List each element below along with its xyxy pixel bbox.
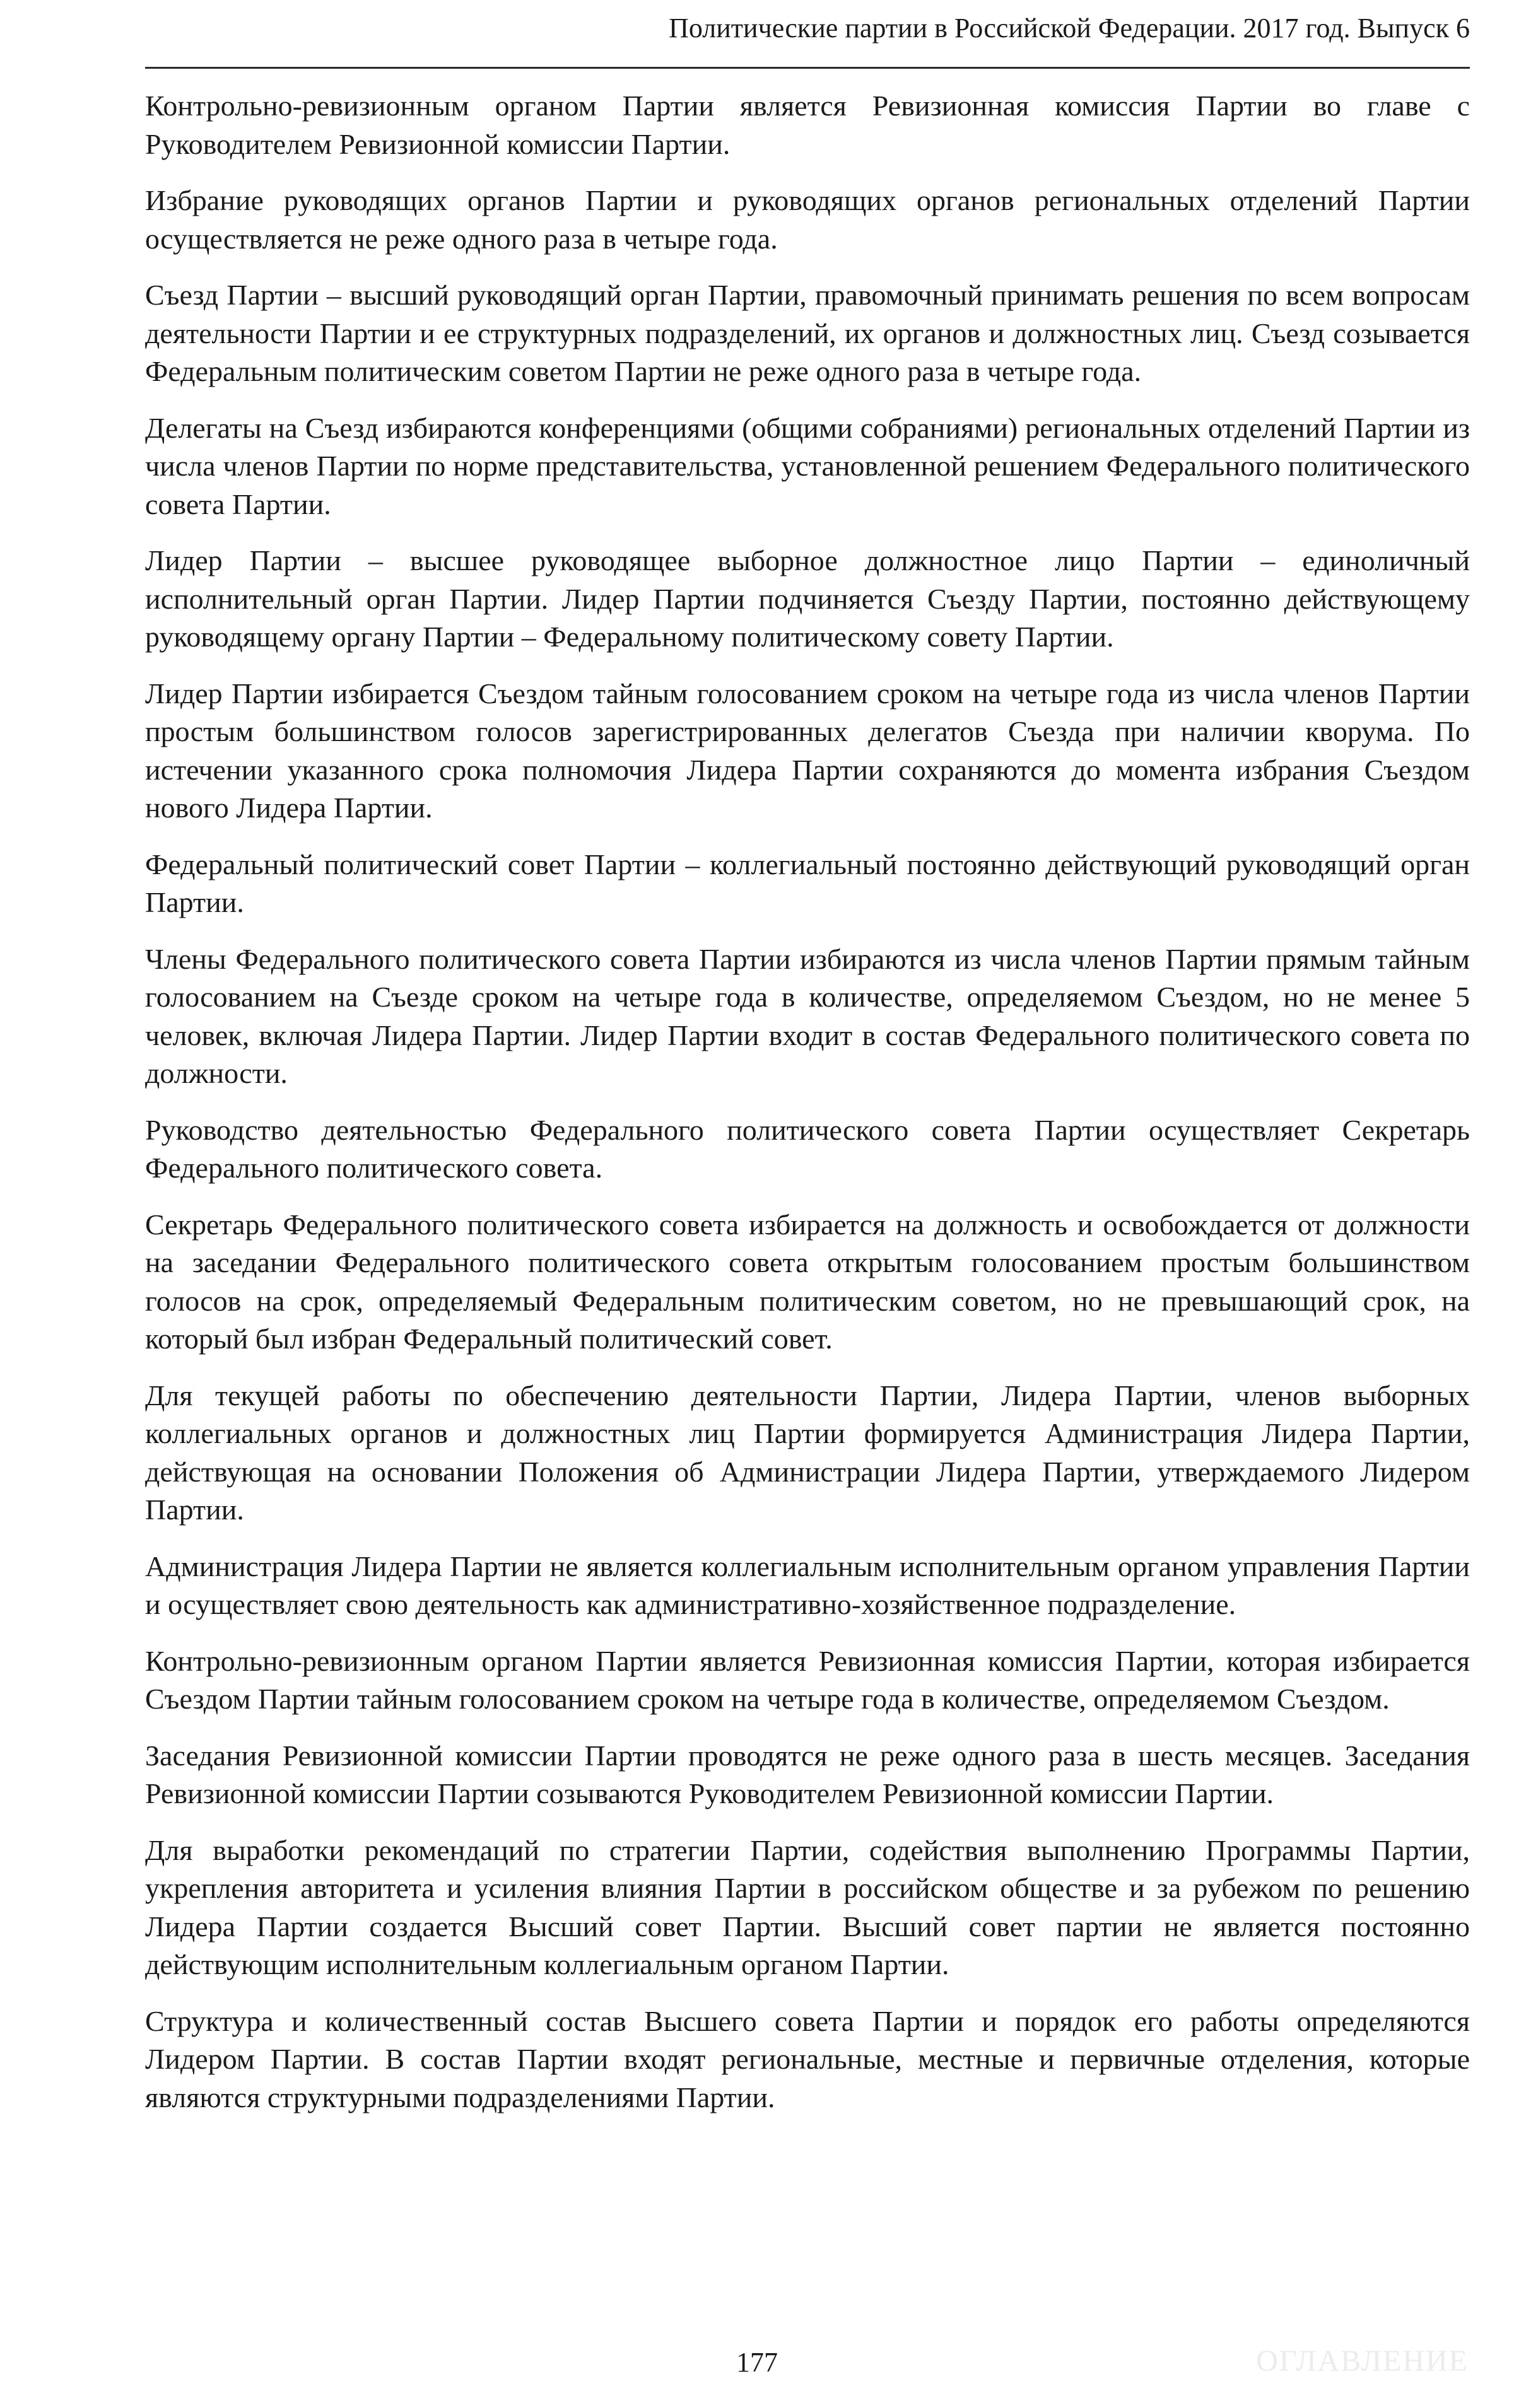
header-rule <box>145 67 1470 69</box>
paragraph: Для выработки рекомендаций по стратегии Партии, содействия выполнению Программы Партии, укрепления авторитета и усиления влияния Партии в российском обществе и за рубежом по решению Лидера Партии создается Высший совет Партии. Высший совет партии не является постоянно действующим исполнительным коллегиальным органом Партии. <box>145 1833 1470 1980</box>
paragraph: Для текущей работы по обеспечению деятельности Партии, Лидера Партии, членов выборных коллегиальных органов и должностных лиц Партии формируется Администрация Лидера Партии, действующая на основании Положения об Администрации Лидера Партии, утверждаемого Лидером Партии. <box>145 1379 1470 1526</box>
body-text <box>145 87 1470 2135</box>
paragraph: Федеральный политический совет Партии – коллегиальный постоянно действующий руководящий орган Партии. <box>145 848 1470 918</box>
paragraph: Секретарь Федерального политического совета избирается на должность и освобождается от должности на заседании Федерального политического совета открытым голосованием простым большинством голосов на срок, определяемый Федеральным политическим советом, но не превышающий срок, на который был избран Федеральный политический совет. <box>145 1208 1470 1355</box>
paragraph: Заседания Ревизионной комиссии Партии проводятся не реже одного раза в шесть месяцев. Заседания Ревизионной комиссии Партии созываются Руководителем Ревизионной комиссии Партии. <box>145 1739 1470 1809</box>
paragraph: Лидер Партии избирается Съездом тайным голосованием сроком на четыре года из числа членов Партии простым большинством голосов зарегистрированных делегатов Съезда при наличии кворума. По истечении указанного срока полномочия Лидера Партии сохраняются до момента избрания Съездом нового Лидера Партии. <box>145 677 1470 824</box>
paragraph: Контрольно-ревизионным органом Партии является Ревизионная комиссия Партии во главе с Руководителем Ревизионной комиссии Партии. <box>145 90 1470 160</box>
paragraph: Съезд Партии – высший руководящий орган Партии, правомочный принимать решения по всем вопросам деятельности Партии и ее структурных подразделений, их органов и должностных лиц. Съезд созывается Федеральным политическим советом Партии не реже одного раза в четыре года. <box>145 279 1470 387</box>
paragraph: Контрольно-ревизионным органом Партии является Ревизионная комиссия Партии, которая избирается Съездом Партии тайным голосованием сроком на четыре года в количестве, определяемом Съездом. <box>145 1644 1470 1715</box>
page-number: 177 <box>736 2347 778 2378</box>
paragraph: Лидер Партии – высшее руководящее выборное должностное лицо Партии – единоличный исполнительный орган Партии. Лидер Партии подчиняется Съезду Партии, постоянно действующему руководящему органу Партии – Федеральному политическому совету Партии. <box>145 544 1470 653</box>
paragraph: Администрация Лидера Партии не является коллегиальным исполнительным органом управления Партии и осуществляет свою деятельность как административно-хозяйственное подразделение. <box>145 1550 1470 1620</box>
paragraph: Избрание руководящих органов Партии и руководящих органов региональных отделений Партии осуществляется не реже одного раза в четыре года. <box>145 184 1470 255</box>
paragraph: Структура и количественный состав Высшего совета Партии и порядок его работы определяются Лидером Партии. В состав Партии входят региональные, местные и первичные отделения, которые являются структурными подразделениями Партии. <box>145 2004 1470 2113</box>
running-header: Политические партии в Российской Федерации. 2017 год. Выпуск 6 <box>669 13 1470 44</box>
table-of-contents-link[interactable]: ОГЛАВЛЕНИЕ <box>1256 2344 1469 2378</box>
paragraph: Руководство деятельностью Федерального политического совета Партии осуществляет Секретарь Федерального политического совета. <box>145 1113 1470 1184</box>
paragraph: Члены Федерального политического совета Партии избираются из числа членов Партии прямым тайным голосованием на Съезде сроком на четыре года в количестве, определяемом Съездом, но не менее 5 человек, включая Лидера Партии. Лидер Партии входит в состав Федерального политического совета по должности. <box>145 942 1470 1089</box>
paragraph: Делегаты на Съезд избираются конференциями (общими собраниями) региональных отделений Партии из числа членов Партии по норме представительства, установленной решением Федерального политического совета Партии. <box>145 411 1470 520</box>
